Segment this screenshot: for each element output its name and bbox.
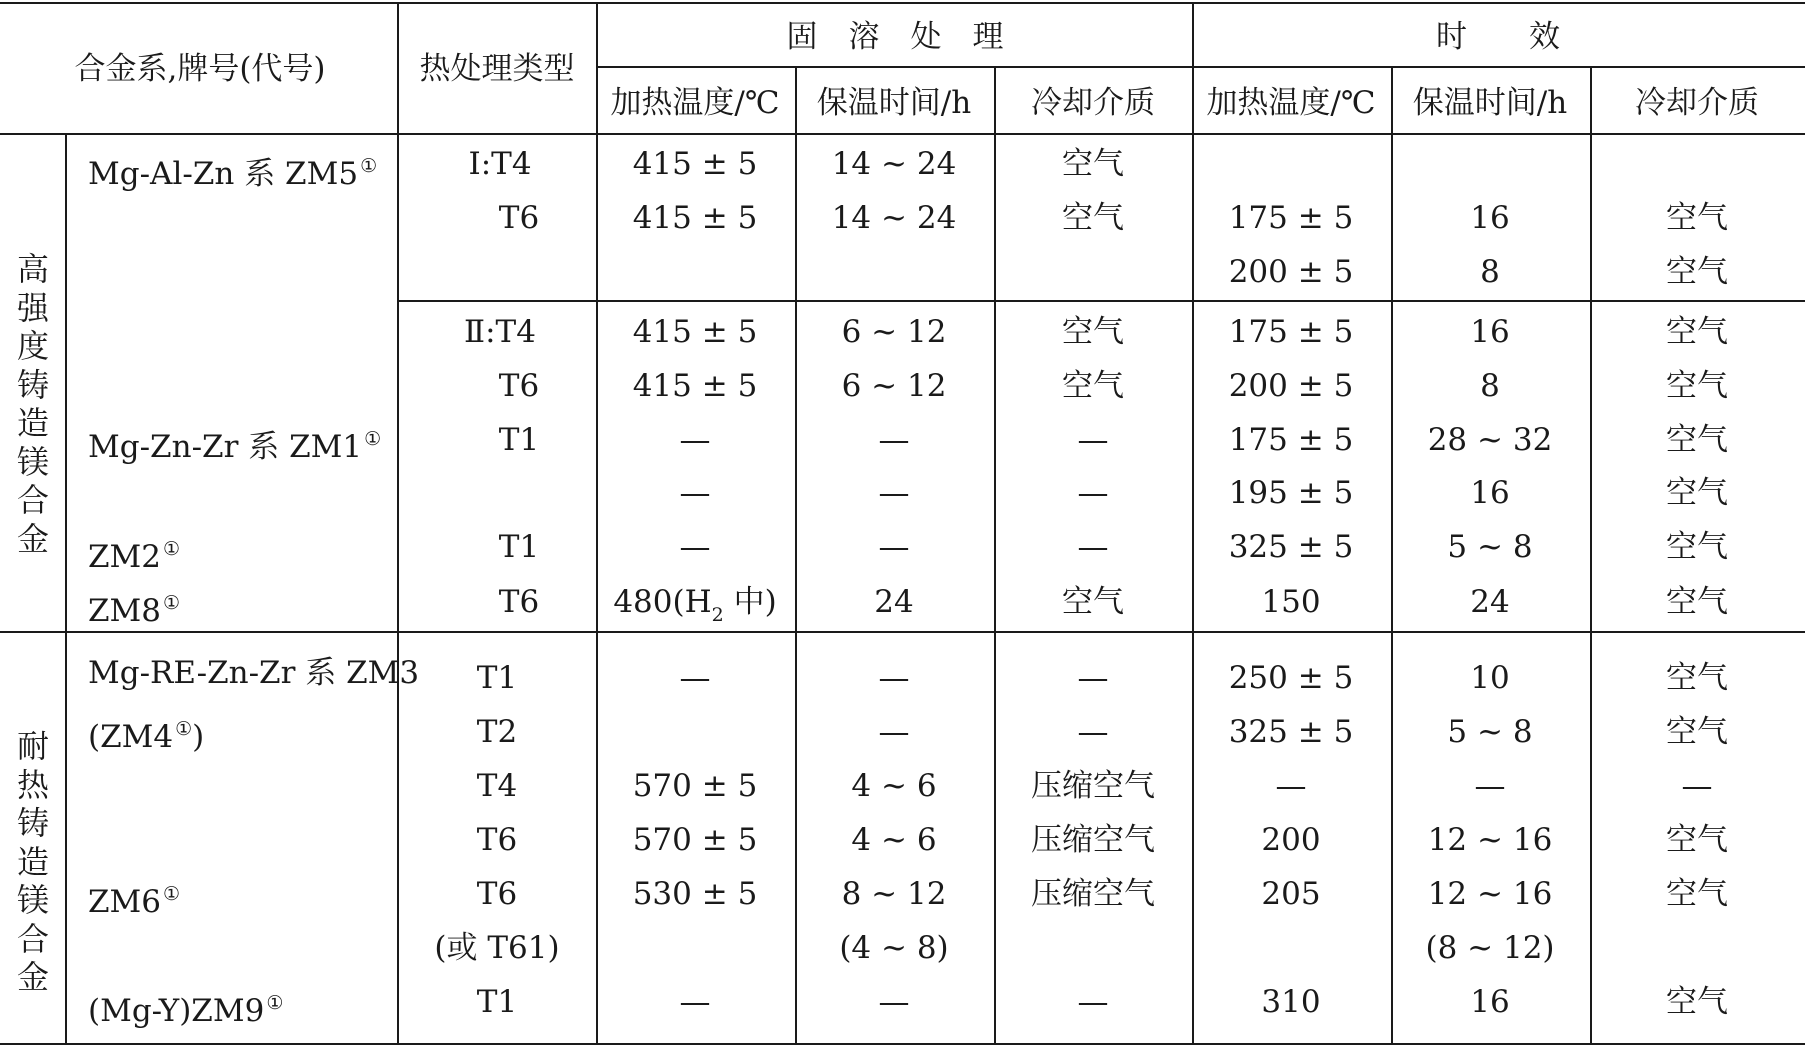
header-solution-temp: 加热温度/℃	[610, 85, 780, 121]
aging-temp-cell: 175 ± 5	[1228, 200, 1354, 236]
rule-subheader	[597, 66, 1805, 68]
alloy-zm3: Mg-RE-Zn-Zr 系 ZM3	[88, 655, 420, 691]
solution-medium-cell: 空气	[1062, 200, 1124, 236]
alloy-zm8: ZM8 ①	[88, 592, 181, 629]
solution-medium-cell: 空气	[1062, 314, 1124, 350]
col-rule-category	[65, 134, 67, 1044]
solution-time-cell: 24	[874, 584, 914, 620]
solution-temp-cell: 530 ± 5	[632, 876, 758, 912]
treatment-cell: T6	[498, 200, 540, 236]
aging-temp-cell: 310	[1261, 984, 1321, 1020]
header-solution-medium: 冷却介质	[1031, 85, 1155, 121]
treatment-cell: T2	[476, 714, 518, 750]
solution-temp-cell: —	[679, 984, 711, 1020]
aging-medium-cell: 空气	[1666, 314, 1728, 350]
aging-temp-cell: 325 ± 5	[1228, 529, 1354, 565]
header-solution-time: 保温时间/h	[816, 85, 972, 121]
footnote-mark: ①	[360, 155, 378, 177]
footnote-mark: ①	[266, 992, 284, 1014]
treatment-cell: (或 T61)	[434, 930, 560, 966]
solution-time-cell: 8 ~ 12	[841, 876, 947, 912]
treatment-cell: Ⅰ:T4	[468, 146, 532, 182]
aging-temp-cell: 250 ± 5	[1228, 660, 1354, 696]
solution-temp-cell: —	[679, 529, 711, 565]
treatment-cell: T1	[498, 529, 540, 565]
col-rule-s-medium	[994, 67, 996, 1044]
category-heat-resistant: 耐热铸造镁合金	[16, 727, 49, 996]
aging-time-cell: (8 ~ 12)	[1425, 930, 1555, 966]
treatment-cell: T1	[498, 422, 540, 458]
aging-medium-cell: 空气	[1666, 422, 1728, 458]
alloy-zm5: Mg-Al-Zn 系 ZM5 ①	[88, 155, 378, 192]
rule-bottom	[0, 1043, 1805, 1045]
footnote-mark: ①	[175, 718, 193, 740]
solution-medium-cell: 空气	[1062, 368, 1124, 404]
aging-time-cell: 24	[1470, 584, 1510, 620]
solution-time-cell: (4 ~ 8)	[839, 930, 949, 966]
solution-medium-cell: —	[1077, 714, 1109, 750]
solution-time-cell: 6 ~ 12	[841, 368, 947, 404]
aging-time-cell: 8	[1480, 254, 1500, 290]
treatment-cell: T6	[476, 876, 518, 912]
solution-time-cell: —	[878, 984, 910, 1020]
treatment-cell: T4	[476, 768, 518, 804]
solution-medium-cell: 压缩空气	[1031, 768, 1155, 804]
aging-medium-cell: 空气	[1666, 584, 1728, 620]
aging-medium-cell: —	[1681, 768, 1713, 804]
header-aging: 时 效	[1436, 19, 1560, 55]
rule-top	[0, 2, 1805, 4]
treatment-cell: T1	[476, 660, 518, 696]
aging-medium-cell: 空气	[1666, 529, 1728, 565]
col-rule-treatment	[596, 2, 598, 1044]
aging-time-cell: 10	[1470, 660, 1510, 696]
solution-medium-cell: 空气	[1062, 584, 1124, 620]
aging-temp-cell: 195 ± 5	[1228, 475, 1354, 511]
aging-medium-cell: 空气	[1666, 368, 1728, 404]
header-alloy: 合金系,牌号(代号)	[74, 51, 326, 87]
solution-temp-cell: —	[679, 660, 711, 696]
footnote-mark: ①	[163, 592, 181, 614]
aging-time-cell: 28 ~ 32	[1427, 422, 1553, 458]
aging-temp-cell: 200 ± 5	[1228, 368, 1354, 404]
header-treatment: 热处理类型	[419, 51, 575, 87]
solution-time-cell: —	[878, 422, 910, 458]
solution-medium-cell: —	[1077, 984, 1109, 1020]
header-solution: 固 溶 处 理	[786, 19, 1004, 55]
col-rule-alloy	[397, 2, 399, 1044]
solution-temp-cell: 570 ± 5	[632, 822, 758, 858]
aging-medium-cell: 空气	[1666, 714, 1728, 750]
footnote-mark: ①	[163, 883, 181, 905]
treatment-cell: T6	[498, 368, 540, 404]
solution-time-cell: 14 ~ 24	[831, 200, 957, 236]
aging-medium-cell: 空气	[1666, 822, 1728, 858]
aging-time-cell: 16	[1470, 314, 1510, 350]
solution-medium-cell: 空气	[1062, 146, 1124, 182]
rule-header-bottom	[0, 133, 1805, 135]
alloy-zm6: ZM6 ①	[88, 883, 181, 920]
aging-temp-cell: 205	[1261, 876, 1321, 912]
header-aging-temp: 加热温度/℃	[1206, 85, 1376, 121]
col-rule-a-time	[1391, 67, 1393, 1044]
rule-zm5-group	[398, 300, 1805, 302]
alloy-zm9: (Mg-Y)ZM9 ①	[88, 992, 284, 1029]
aging-time-cell: 12 ~ 16	[1427, 876, 1553, 912]
solution-medium-cell: 压缩空气	[1031, 876, 1155, 912]
aging-temp-cell: 150	[1261, 584, 1321, 620]
solution-temp-cell: $480(H_2$ 中)	[613, 584, 777, 626]
solution-medium-cell: —	[1077, 422, 1109, 458]
alloy-zm1: Mg-Zn-Zr 系 ZM1 ①	[88, 428, 382, 465]
treatment-cell: T6	[498, 584, 540, 620]
solution-medium-cell: 压缩空气	[1031, 822, 1155, 858]
solution-time-cell: 14 ~ 24	[831, 146, 957, 182]
solution-temp-cell: 415 ± 5	[632, 200, 758, 236]
aging-time-cell: 5 ~ 8	[1447, 714, 1533, 750]
solution-temp-cell: 415 ± 5	[632, 314, 758, 350]
treatment-cell: T1	[476, 984, 518, 1020]
treatment-cell: Ⅱ:T4	[464, 314, 536, 350]
header-aging-time: 保温时间/h	[1412, 85, 1568, 121]
aging-temp-cell: 175 ± 5	[1228, 314, 1354, 350]
solution-time-cell: 4 ~ 6	[851, 768, 937, 804]
aging-medium-cell: 空气	[1666, 475, 1728, 511]
solution-time-cell: —	[878, 660, 910, 696]
col-rule-aging	[1192, 2, 1194, 1044]
aging-medium-cell: 空气	[1666, 254, 1728, 290]
solution-temp-cell: 415 ± 5	[632, 368, 758, 404]
aging-medium-cell: 空气	[1666, 660, 1728, 696]
aging-time-cell: 16	[1470, 475, 1510, 511]
solution-medium-cell: —	[1077, 529, 1109, 565]
col-rule-s-time	[795, 67, 797, 1044]
aging-temp-cell: 325 ± 5	[1228, 714, 1354, 750]
treatment-cell: T6	[476, 822, 518, 858]
aging-time-cell: 16	[1470, 984, 1510, 1020]
solution-temp-cell: 415 ± 5	[632, 146, 758, 182]
col-rule-a-medium	[1590, 67, 1592, 1044]
footnote-mark: ①	[364, 428, 382, 450]
aging-time-cell: —	[1474, 768, 1506, 804]
header-aging-medium: 冷却介质	[1635, 85, 1759, 121]
footnote-mark: ①	[163, 538, 181, 560]
solution-time-cell: 6 ~ 12	[841, 314, 947, 350]
solution-medium-cell: —	[1077, 660, 1109, 696]
solution-temp-cell: —	[679, 475, 711, 511]
aging-temp-cell: 200 ± 5	[1228, 254, 1354, 290]
aging-medium-cell: 空气	[1666, 984, 1728, 1020]
aging-time-cell: 16	[1470, 200, 1510, 236]
aging-medium-cell: 空气	[1666, 200, 1728, 236]
category-high-strength: 高强度铸造镁合金	[16, 250, 49, 558]
aging-time-cell: 8	[1480, 368, 1500, 404]
aging-temp-cell: 200	[1261, 822, 1321, 858]
solution-temp-cell: 570 ± 5	[632, 768, 758, 804]
solution-time-cell: —	[878, 714, 910, 750]
rule-category-split	[0, 631, 1805, 633]
solution-temp-cell: —	[679, 422, 711, 458]
solution-medium-cell: —	[1077, 475, 1109, 511]
alloy-zm4: (ZM4 ①)	[88, 718, 205, 755]
aging-temp-cell: 175 ± 5	[1228, 422, 1354, 458]
aging-medium-cell: 空气	[1666, 876, 1728, 912]
solution-time-cell: —	[878, 529, 910, 565]
alloy-zm2: ZM2 ①	[88, 538, 181, 575]
solution-time-cell: 4 ~ 6	[851, 822, 937, 858]
aging-temp-cell: —	[1275, 768, 1307, 804]
aging-time-cell: 12 ~ 16	[1427, 822, 1553, 858]
aging-time-cell: 5 ~ 8	[1447, 529, 1533, 565]
solution-time-cell: —	[878, 475, 910, 511]
